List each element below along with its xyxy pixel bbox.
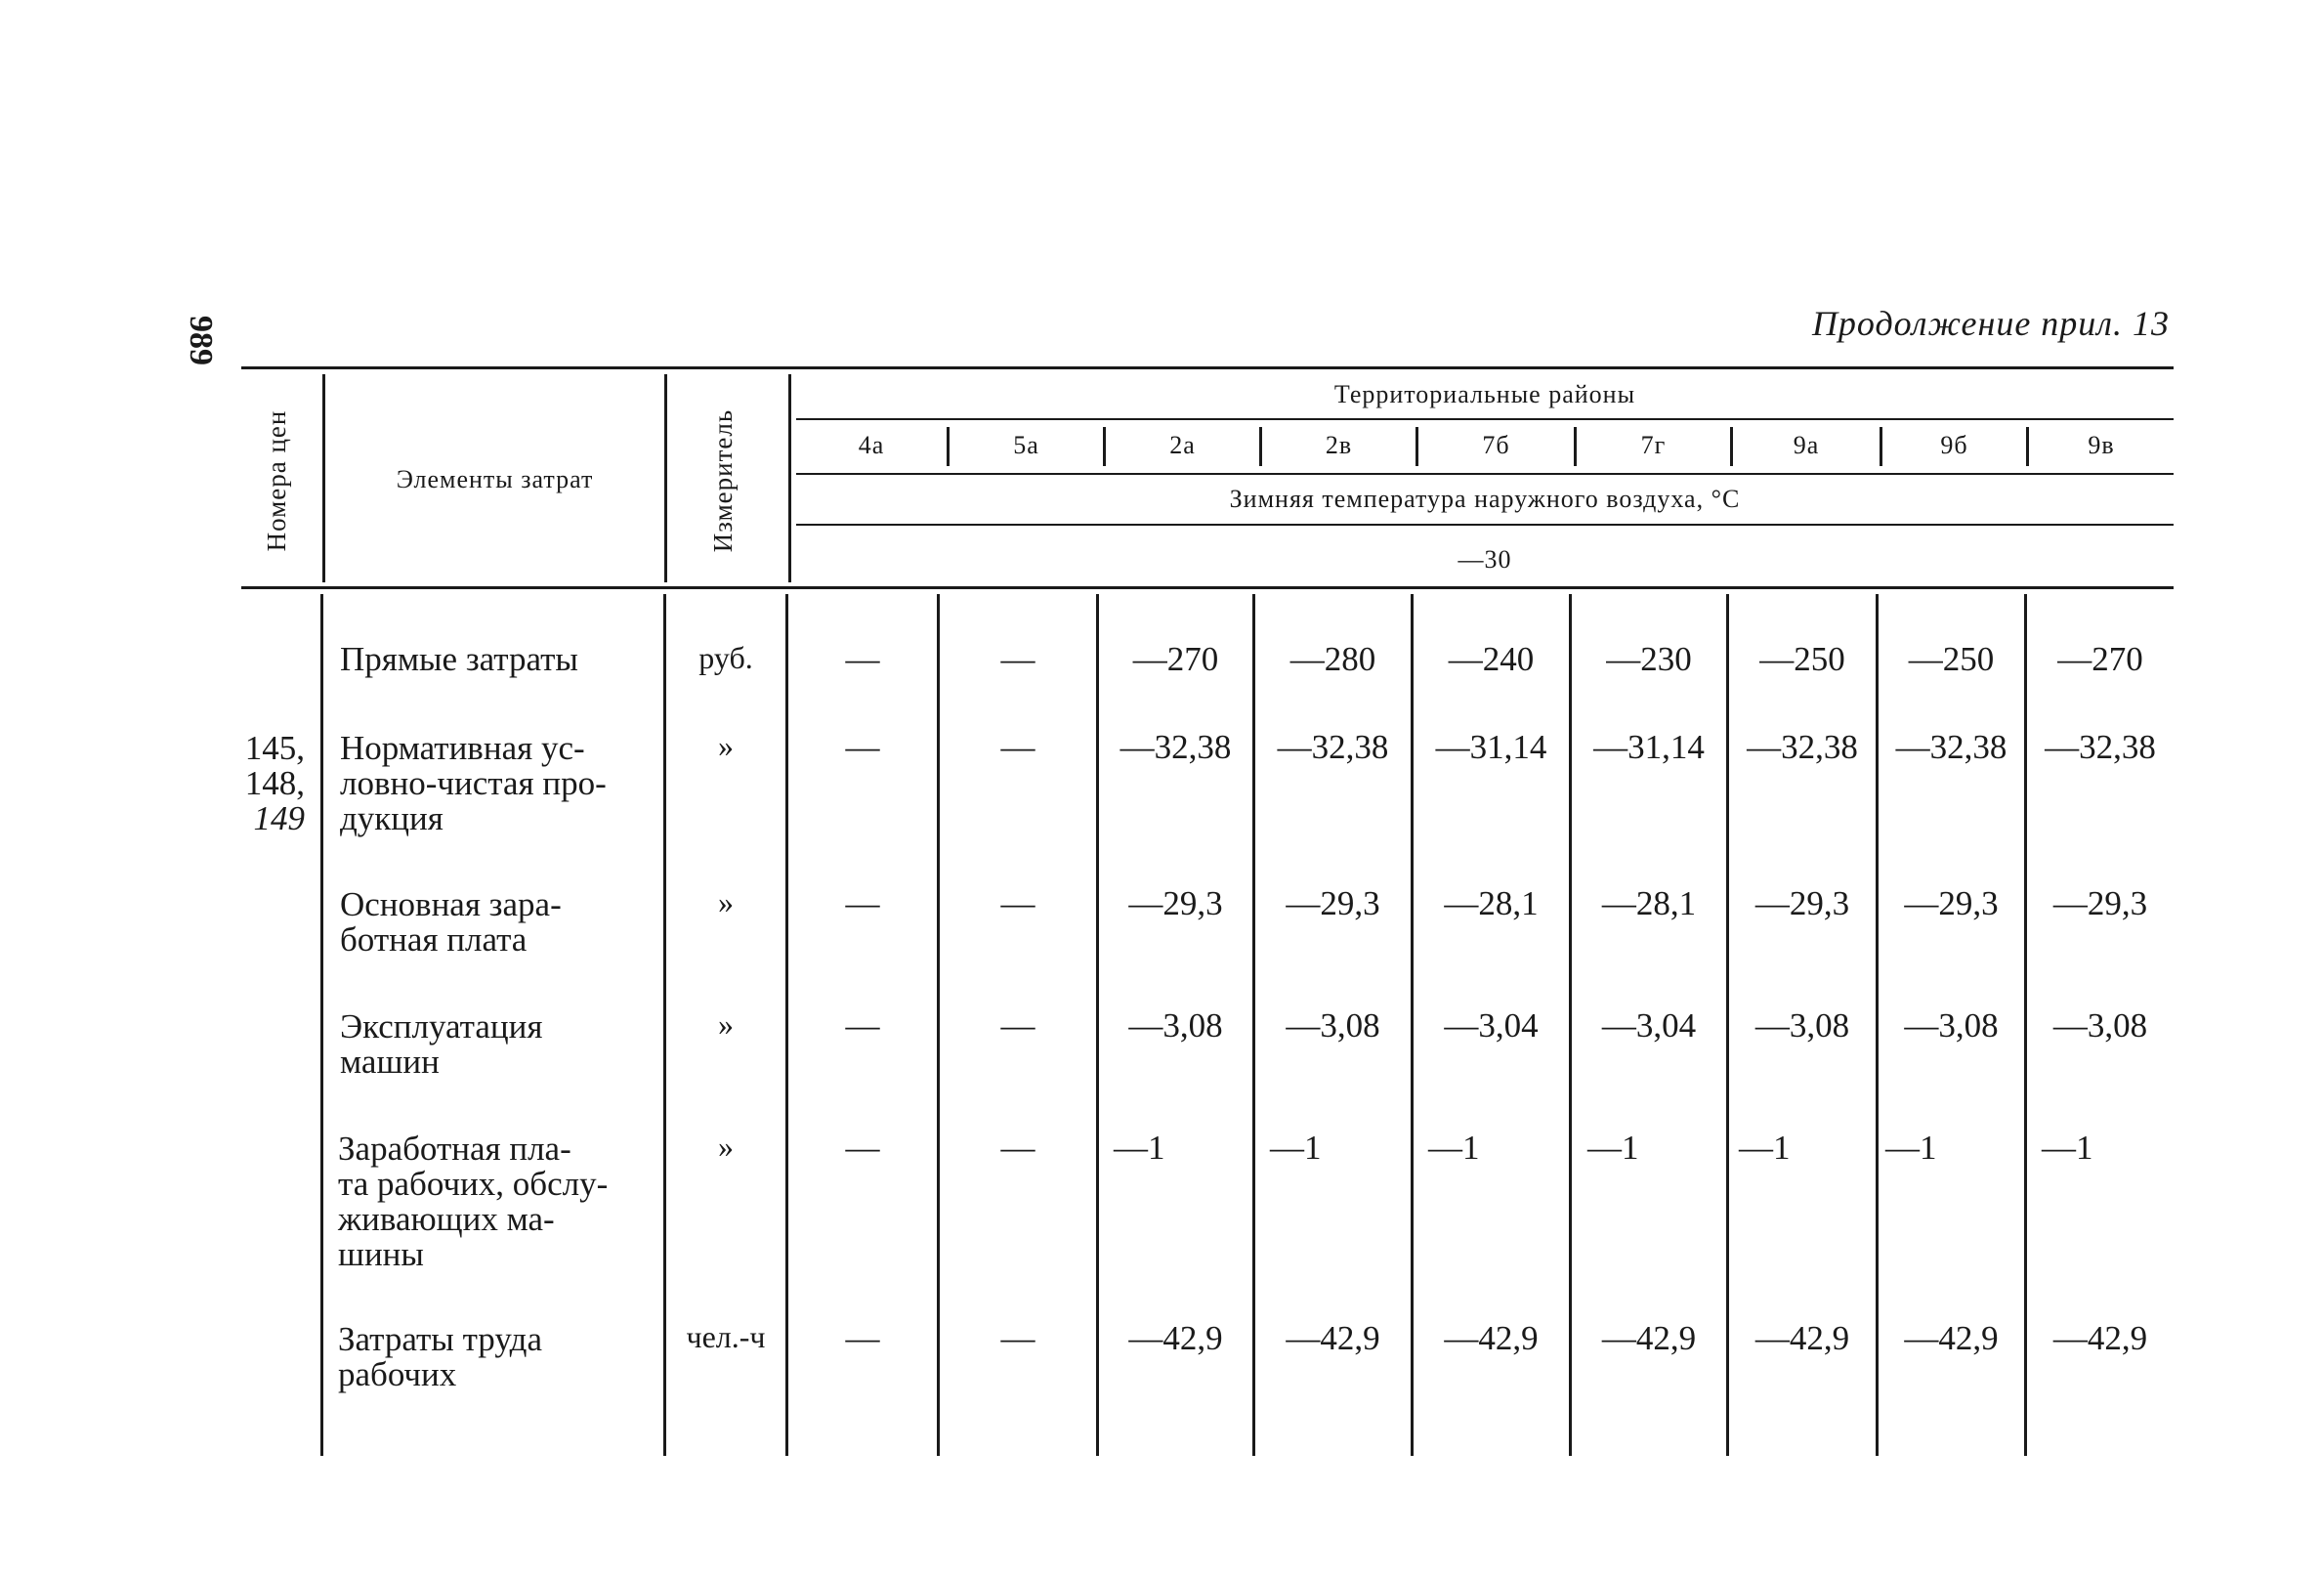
region-label: 5а bbox=[1013, 431, 1039, 459]
header-bottom-rule bbox=[241, 586, 2174, 589]
value-cell: —1 bbox=[1587, 1129, 1639, 1167]
value-cell: —29,3 bbox=[2052, 884, 2148, 922]
value-cell: —270 bbox=[2057, 640, 2143, 678]
value-cell: —3,08 bbox=[1128, 1006, 1223, 1045]
value-cell: —230 bbox=[1606, 640, 1692, 678]
value-cell: —42,9 bbox=[1754, 1319, 1850, 1357]
temp-label-bottom-rule bbox=[796, 524, 2174, 526]
value-cell: —32,38 bbox=[1895, 728, 2007, 766]
table-top-rule bbox=[241, 366, 2174, 369]
price-numbers bbox=[217, 731, 305, 836]
value-cell: —3,04 bbox=[1601, 1006, 1697, 1045]
value-cell: —29,3 bbox=[1904, 884, 1999, 922]
region-label: 9б bbox=[1940, 431, 1968, 459]
value-cell: — bbox=[1000, 1129, 1035, 1167]
value-cell: —1 bbox=[1428, 1129, 1480, 1167]
price-number: 148, bbox=[244, 764, 305, 802]
value-cell: — bbox=[845, 728, 880, 766]
unit-cell: » bbox=[718, 1129, 734, 1164]
region-label: 2в bbox=[1325, 431, 1353, 459]
value-cell: —42,9 bbox=[1286, 1319, 1380, 1357]
value-cell: — bbox=[1000, 1319, 1035, 1357]
value-cell: — bbox=[1000, 1006, 1035, 1045]
value-cell: —1 bbox=[1114, 1129, 1165, 1167]
header-divider-2 bbox=[664, 374, 667, 582]
cost-element: Прямые затраты bbox=[340, 640, 578, 678]
header-divider-3 bbox=[788, 374, 791, 582]
value-cell: — bbox=[1000, 884, 1035, 922]
value-cell: —31,14 bbox=[1593, 728, 1705, 766]
value-cell: —1 bbox=[1885, 1129, 1937, 1167]
region-label: 4а bbox=[858, 431, 885, 459]
header-price-numbers: Номера цен bbox=[262, 409, 291, 552]
value-cell: —42,9 bbox=[1444, 1319, 1539, 1357]
value-cell: —29,3 bbox=[1128, 884, 1223, 922]
unit-cell: » bbox=[718, 728, 734, 763]
value-cell: —250 bbox=[1759, 640, 1845, 678]
value-cell: —240 bbox=[1448, 640, 1535, 678]
value-cell: —28,1 bbox=[1601, 884, 1697, 922]
region-label: 7г bbox=[1640, 431, 1667, 459]
header-cost-elements: Элементы затрат bbox=[396, 465, 594, 493]
region-label: 9в bbox=[2088, 431, 2115, 459]
value-cell: —31,14 bbox=[1435, 728, 1547, 766]
value-cell: —29,3 bbox=[1286, 884, 1380, 922]
value-cell: —42,9 bbox=[1128, 1319, 1223, 1357]
winter-temp-label: Зимняя температура наружного воздуха, °С bbox=[1229, 485, 1741, 513]
value-cell: —1 bbox=[2042, 1129, 2093, 1167]
value-cell: —1 bbox=[1270, 1129, 1322, 1167]
value-cell: —250 bbox=[1908, 640, 1995, 678]
unit-cell: » bbox=[718, 884, 734, 919]
value-cell: —32,38 bbox=[1747, 728, 1858, 766]
regions-bottom-rule bbox=[796, 473, 2174, 475]
value-cell: —42,9 bbox=[1601, 1319, 1697, 1357]
value-cell: — bbox=[845, 640, 880, 678]
body-divider bbox=[320, 594, 323, 1456]
regions-top-rule bbox=[796, 418, 2174, 420]
winter-temp-value: —30 bbox=[1458, 545, 1512, 574]
cost-element: Эксплуатация машин bbox=[340, 1007, 543, 1081]
unit-cell: руб. bbox=[698, 640, 753, 675]
continuation-title: Продолжение прил. 13 bbox=[1811, 304, 2170, 343]
value-cell: —270 bbox=[1132, 640, 1219, 678]
value-cell: —28,1 bbox=[1444, 884, 1539, 922]
value-cell: —42,9 bbox=[2052, 1319, 2148, 1357]
value-cell: —3,08 bbox=[1286, 1006, 1380, 1045]
cost-element: Нормативная ус- ловно-чистая про- дукция bbox=[340, 729, 607, 837]
value-cell: —29,3 bbox=[1754, 884, 1850, 922]
header-unit: Измеритель bbox=[708, 408, 738, 553]
value-cell: —3,08 bbox=[1904, 1006, 1999, 1045]
cost-element: Основная зара- ботная плата bbox=[340, 885, 562, 959]
value-cell: —1 bbox=[1739, 1129, 1791, 1167]
cost-element: Затраты труда рабочих bbox=[338, 1320, 542, 1393]
value-cell: — bbox=[845, 884, 880, 922]
value-cell: — bbox=[1000, 728, 1035, 766]
value-cell: —3,04 bbox=[1444, 1006, 1539, 1045]
region-label: 9а bbox=[1793, 431, 1820, 459]
value-cell: —32,38 bbox=[2045, 728, 2156, 766]
value-cell: —32,38 bbox=[1120, 728, 1232, 766]
region-label: 7б bbox=[1482, 431, 1510, 459]
unit-cell: » bbox=[718, 1006, 734, 1042]
price-number: 149 bbox=[253, 799, 305, 837]
unit-cell: чел.-ч bbox=[686, 1319, 766, 1354]
value-cell: — bbox=[1000, 640, 1035, 678]
value-cell: —42,9 bbox=[1904, 1319, 1999, 1357]
value-cell: —32,38 bbox=[1277, 728, 1389, 766]
value-cell: —3,08 bbox=[1754, 1006, 1850, 1045]
value-cell: —3,08 bbox=[2052, 1006, 2148, 1045]
value-cell: — bbox=[845, 1319, 880, 1357]
cost-element: Заработная пла- та рабочих, обслу- живающих ма- шины bbox=[338, 1130, 609, 1273]
value-cell: — bbox=[845, 1129, 880, 1167]
price-number: 145, bbox=[244, 729, 305, 767]
page-number: 989 bbox=[183, 316, 219, 365]
region-label: 2а bbox=[1169, 431, 1196, 459]
value-cell: — bbox=[845, 1006, 880, 1045]
header-territorial-regions: Территориальные районы bbox=[1333, 380, 1636, 408]
value-cell: —280 bbox=[1289, 640, 1376, 678]
